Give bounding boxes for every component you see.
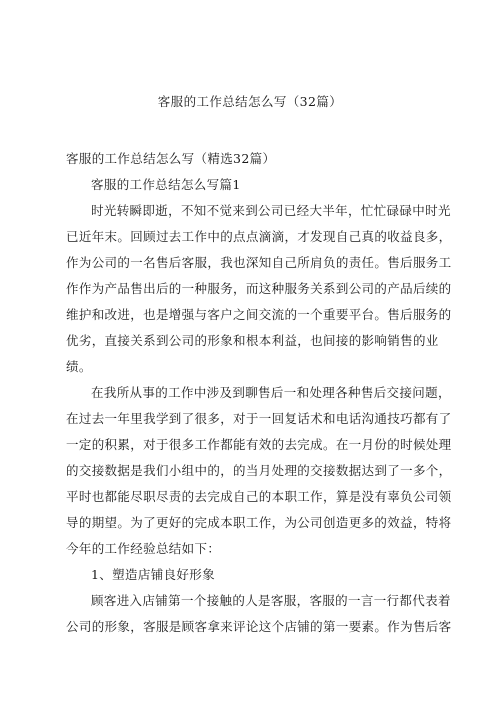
chapter-heading: 客服的工作总结怎么写篇1 — [91, 177, 241, 192]
body-paragraph: 在我所从事的工作中涉及到聊售后一和处理各种售后交接问题，在过去一年里我学到了很多，对于一回复话术和电话沟通技巧都有了一定的积累，对于很多工作都能有效的去完成。在一月份的时候处理的交接数据是我们小组中的，的当月处理的交接数据达到了一多个，平时也都能尽职尽责的去完成自己的本职工作，算是没有辜负公司领导的期望。为了更好的完成本职工作，为公司创造更多的效益，特将今年的工作经验总结如下： — [66, 385, 452, 556]
body-paragraph: 时光转瞬即逝，不知不觉来到公司已经大半年，忙忙碌碌中时光已近年末。回顾过去工作中的点点滴滴，才发现自己真的收益良多，作为公司的一名售后客服，我也深知自己所肩负的责任。售后服务工作作为产品售出后的一种服务，而这种服务关系到公司的产品后续的维护和改进，也是增强与客户之间交流的一个重要平台。售后服务的优劣，直接关系到公司的形象和根本利益，也间接的影响销售的业绩。 — [66, 203, 452, 374]
body-paragraph: 顾客进入店铺第一个接触的人是客服，客服的一言一行都代表着公司的形象，客服是顾客拿来评论这个店铺的第一要素。作为售后客 — [66, 593, 452, 634]
document-body — [66, 146, 458, 640]
document-title: 客服的工作总结怎么写（32篇） — [157, 94, 343, 109]
section-heading: 1、塑造店铺良好形象 — [91, 567, 215, 582]
document-subtitle: 客服的工作总结怎么写（精选32篇） — [66, 151, 276, 166]
